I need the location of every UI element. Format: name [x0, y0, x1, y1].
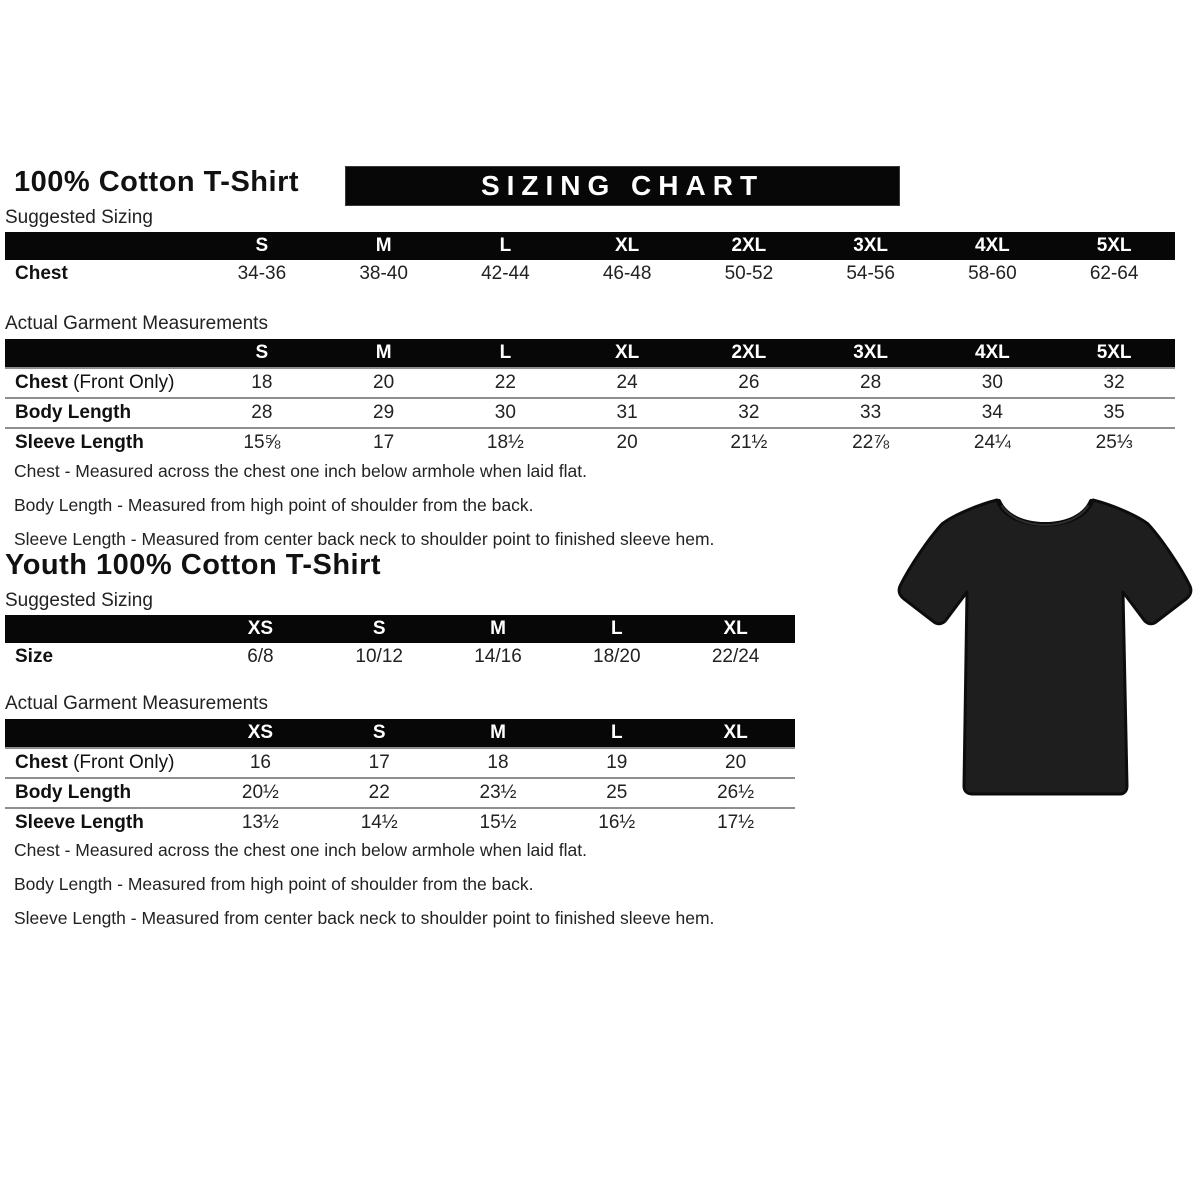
youth-suggested-sizing-label: Suggested Sizing: [5, 590, 153, 611]
tshirt-product-image: [893, 468, 1195, 813]
measurement-value: 23½: [439, 778, 558, 808]
measurement-row: [5, 428, 1175, 457]
adult-actual-measurements-table: [5, 339, 1175, 457]
measurement-value: 31: [566, 398, 688, 428]
row-label: Chest (Front Only): [5, 748, 201, 778]
adult-suggested-sizing-table: [5, 232, 1175, 288]
measurement-value: 20½: [201, 778, 320, 808]
measurement-value: 16: [201, 748, 320, 778]
row-label: Chest (Front Only): [5, 368, 201, 398]
measurement-note: Chest - Measured across the chest one inch below armhole when laid flat.: [14, 461, 587, 481]
size-column-header: S: [201, 339, 323, 368]
size-column-header: L: [445, 232, 567, 260]
size-column-header: XL: [566, 232, 688, 260]
size-column-header: 3XL: [810, 232, 932, 260]
measurement-value: 21½: [688, 428, 810, 457]
page-title: 100% Cotton T-Shirt: [14, 166, 300, 198]
sizing-chart-banner-text: SIZING CHART: [480, 170, 765, 201]
measurement-value: 22⅞: [810, 428, 932, 457]
measurement-value: 30: [932, 368, 1054, 398]
size-column-header: L: [557, 719, 676, 748]
size-column-header: XS: [201, 719, 320, 748]
measurement-value: 26: [688, 368, 810, 398]
measurement-value: 20: [566, 428, 688, 457]
measurement-value: 15⅝: [201, 428, 323, 457]
measurement-value: 17: [320, 748, 439, 778]
row-label: Chest: [15, 263, 68, 284]
measurement-value: 26½: [676, 778, 795, 808]
measurement-value: 25⅓: [1053, 428, 1175, 457]
size-column-header: M: [439, 719, 558, 748]
size-column-header: L: [557, 615, 676, 643]
measurement-value: 18: [201, 368, 323, 398]
measurement-value: 18½: [445, 428, 567, 457]
measurement-value: 17½: [676, 808, 795, 837]
measurement-value: 24: [566, 368, 688, 398]
measurement-row: [5, 368, 1175, 398]
adult-actual-measurements-label: Actual Garment Measurements: [5, 313, 268, 334]
measurement-value: 13½: [201, 808, 320, 837]
measurement-value: 22/24: [711, 646, 760, 667]
header-spacer-cell: [5, 232, 201, 260]
measurement-value: 42-44: [481, 263, 530, 284]
measurement-value: 15½: [439, 808, 558, 837]
measurement-value: 28: [201, 398, 323, 428]
measurement-value: 62-64: [1089, 263, 1139, 284]
size-column-header: S: [201, 232, 323, 260]
measurement-note: Body Length - Measured from high point of shoulder from the back.: [14, 495, 534, 515]
size-column-header: M: [323, 232, 445, 260]
measurement-value: 25: [557, 778, 676, 808]
measurement-value: 10/12: [355, 646, 403, 667]
measurement-note: Sleeve Length - Measured from center back neck to shoulder point to finished sleeve hem.: [14, 529, 715, 549]
measurement-row: [5, 398, 1175, 428]
youth-section-title: Youth 100% Cotton T-Shirt: [5, 549, 382, 581]
measurement-value: 22: [445, 368, 567, 398]
measurement-row: [5, 748, 795, 778]
size-column-header: S: [320, 615, 439, 643]
measurement-value: 16½: [557, 808, 676, 837]
size-column-header: 5XL: [1053, 339, 1175, 368]
size-column-header: 4XL: [932, 232, 1054, 260]
size-column-header: M: [323, 339, 445, 368]
size-column-header: 2XL: [688, 339, 810, 368]
youth-measurement-notes: [14, 840, 714, 942]
row-label: Sleeve Length: [5, 808, 201, 837]
black-tshirt-icon: [893, 468, 1195, 813]
header-spacer-cell: [5, 719, 201, 748]
measurement-value: 30: [445, 398, 567, 428]
measurement-value: 38-40: [359, 263, 408, 284]
row-label: Body Length: [5, 778, 201, 808]
measurement-note: Body Length - Measured from high point of shoulder from the back.: [14, 874, 534, 894]
measurement-value: 35: [1053, 398, 1175, 428]
measurement-value: 18/20: [593, 646, 641, 667]
measurement-value: 54-56: [846, 263, 895, 284]
measurement-value: 19: [557, 748, 676, 778]
size-header-row: [5, 339, 1175, 368]
row-label: Sleeve Length: [5, 428, 201, 457]
measurement-value: 34: [932, 398, 1054, 428]
size-header-row: [5, 615, 795, 643]
size-column-header: 5XL: [1053, 232, 1175, 260]
size-column-header: XL: [676, 719, 795, 748]
size-column-header: 3XL: [810, 339, 932, 368]
measurement-value: 6/8: [247, 646, 274, 667]
measurement-note: Sleeve Length - Measured from center back neck to shoulder point to finished sleeve hem.: [14, 908, 715, 928]
size-column-header: XL: [566, 339, 688, 368]
size-column-header: M: [439, 615, 558, 643]
measurement-value: 20: [323, 368, 445, 398]
youth-suggested-sizing-table: [5, 615, 795, 671]
size-header-row: [5, 232, 1175, 260]
measurement-value: 32: [688, 398, 810, 428]
measurement-row: [5, 260, 1175, 288]
measurement-value: 50-52: [724, 263, 774, 284]
measurement-value: 17: [323, 428, 445, 457]
youth-actual-measurements-table: [5, 719, 795, 837]
measurement-value: 33: [810, 398, 932, 428]
measurement-value: 18: [439, 748, 558, 778]
measurement-value: 14½: [320, 808, 439, 837]
size-column-header: L: [445, 339, 567, 368]
measurement-value: 22: [320, 778, 439, 808]
measurement-value: 46-48: [602, 263, 652, 284]
size-column-header: XS: [201, 615, 320, 643]
measurement-value: 28: [810, 368, 932, 398]
measurement-value: 20: [676, 748, 795, 778]
header-spacer-cell: [5, 339, 201, 368]
measurement-row: [5, 778, 795, 808]
measurement-value: 32: [1053, 368, 1175, 398]
measurement-value: 34-36: [237, 263, 287, 284]
youth-actual-measurements-label: Actual Garment Measurements: [5, 693, 268, 714]
adult-suggested-sizing-label: Suggested Sizing: [5, 207, 153, 228]
measurement-value: 24¼: [932, 428, 1054, 457]
row-label: Body Length: [5, 398, 201, 428]
measurement-value: 14/16: [474, 646, 522, 667]
measurement-value: 58-60: [968, 263, 1017, 284]
measurement-value: 29: [323, 398, 445, 428]
header-spacer-cell: [5, 615, 201, 643]
measurement-row: [5, 808, 795, 837]
size-column-header: 4XL: [932, 339, 1054, 368]
measurement-note: Chest - Measured across the chest one inch below armhole when laid flat.: [14, 840, 587, 860]
row-label: Size: [15, 646, 54, 667]
size-column-header: 2XL: [688, 232, 810, 260]
adult-measurement-notes: [14, 461, 714, 563]
size-column-header: S: [320, 719, 439, 748]
sizing-chart-banner: [345, 166, 900, 206]
size-header-row: [5, 719, 795, 748]
measurement-row: [5, 643, 795, 671]
size-column-header: XL: [676, 615, 795, 643]
